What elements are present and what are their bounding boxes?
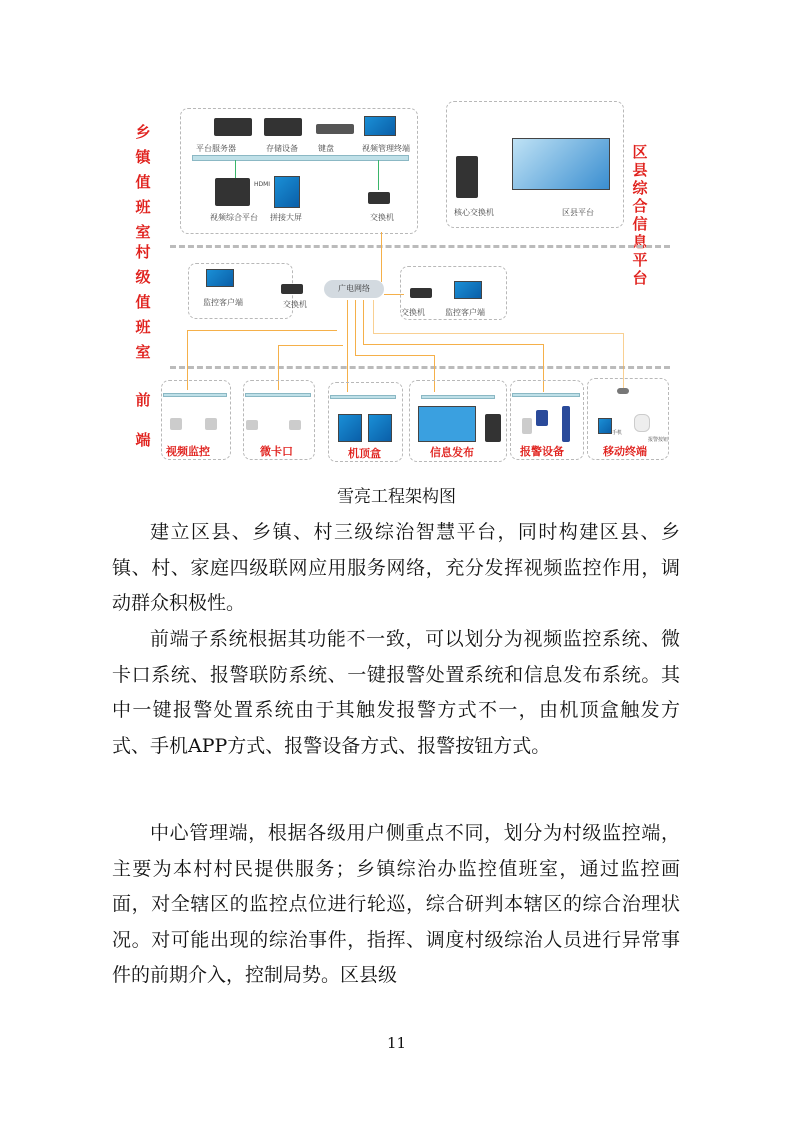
video-wall-label: 拼接大屏 [270, 213, 302, 222]
paragraph: 前端子系统根据其功能不一致，可以划分为视频监控系统、微卡口系统、报警联防系统、一键报警处置系统和信息发布系统。其中一键报警处置系统由于其触发报警方式不一，由机顶盒触发方式、手机APP方式、报警设备方式、报警按钮方式。 [112, 628, 680, 757]
switch-icon [281, 284, 303, 294]
label-township-duty-room: 乡镇值班室 [135, 123, 151, 241]
settop-box-icon [368, 414, 392, 442]
switch-icon [410, 288, 432, 298]
core-switch-icon [456, 156, 478, 198]
frontend-mobile-label: 移动终端 [603, 445, 647, 458]
video-platform-label: 视频综合平台 [210, 213, 258, 222]
camera-icon [289, 420, 301, 430]
info-board-icon [418, 406, 476, 442]
alarm-column-icon [562, 406, 570, 442]
platform-server-label: 平台服务器 [196, 144, 236, 153]
switch-right-label: 交换机 [401, 308, 425, 317]
video-platform-icon [215, 178, 250, 206]
page-number: 11 [386, 1034, 407, 1052]
divider-line [170, 366, 670, 369]
client-icon [206, 269, 234, 287]
platform-server-icon [214, 118, 252, 136]
storage-label: 存储设备 [266, 144, 298, 153]
client-icon [454, 281, 482, 299]
township-bus [192, 155, 409, 161]
alarm-button-icon [634, 414, 650, 432]
camera-icon [170, 418, 182, 430]
camera-icon [205, 418, 217, 430]
paragraph: 建立区县、乡镇、村三级综治智慧平台，同时构建区县、乡镇、村、家庭四级联网应用服务网络，充分发挥视频监控作用，调动群众积极性。 [112, 521, 680, 614]
village-box-left [188, 263, 293, 319]
paragraph: 中心管理端，根据各级用户侧重点不同，划分为村级监控端，主要为本村村民提供服务；乡镇综治办监控值班室，通过监控画面，对全辖区的监控点位进行轮巡，综合研判本辖区的综合治理状况。对可能出现的综治事件，指挥、调度村级综治人员进行异常事件的前期介入，控制局势。区县级 [112, 822, 680, 986]
county-platform-label: 区县平台 [562, 208, 594, 217]
alarm-button-label: 报警按钮 [648, 437, 669, 443]
frontend-settop-label: 机顶盒 [348, 447, 381, 460]
network-cloud: 广电网络 [324, 280, 384, 298]
client-left-label: 监控客户端 [203, 298, 243, 307]
architecture-diagram [0, 0, 793, 470]
hdmi-label: HDMI [254, 181, 271, 188]
video-wall-icon [274, 176, 300, 208]
frontend-checkpoint-label: 微卡口 [260, 445, 293, 458]
frontend-video-label: 视频监控 [166, 445, 210, 458]
client-right-label: 监控客户端 [445, 308, 485, 317]
frontend-alarm-label: 报警设备 [520, 445, 564, 458]
alarm-device-icon [536, 410, 548, 426]
switch-label: 交换机 [370, 213, 394, 222]
switch-left-label: 交换机 [283, 300, 307, 309]
video-terminal-label: 视频管理终端 [362, 144, 410, 153]
label-county-platform: 区县综合信息平台 [632, 143, 648, 287]
settop-box-icon [338, 414, 362, 442]
phone-icon [598, 418, 612, 434]
keyboard-label: 键盘 [318, 144, 334, 153]
switch-icon [368, 192, 390, 204]
wireless-hub-icon [617, 388, 629, 394]
camera-icon [246, 420, 258, 430]
keyboard-icon [316, 124, 354, 134]
figure-caption: 雪亮工程架构图 [337, 487, 456, 507]
core-switch-label: 核心交换机 [454, 208, 494, 217]
divider-line [170, 245, 670, 248]
phone-icon [485, 414, 501, 442]
label-frontend: 前端 [135, 391, 151, 449]
video-terminal-icon [364, 116, 396, 136]
county-platform-icon [512, 138, 610, 190]
storage-icon [264, 118, 302, 136]
alarm-device-icon [522, 418, 532, 434]
phone-label: 手机 [612, 430, 623, 436]
label-village-duty-room: 村级值班室 [135, 243, 151, 361]
frontend-info-label: 信息发布 [430, 446, 474, 459]
